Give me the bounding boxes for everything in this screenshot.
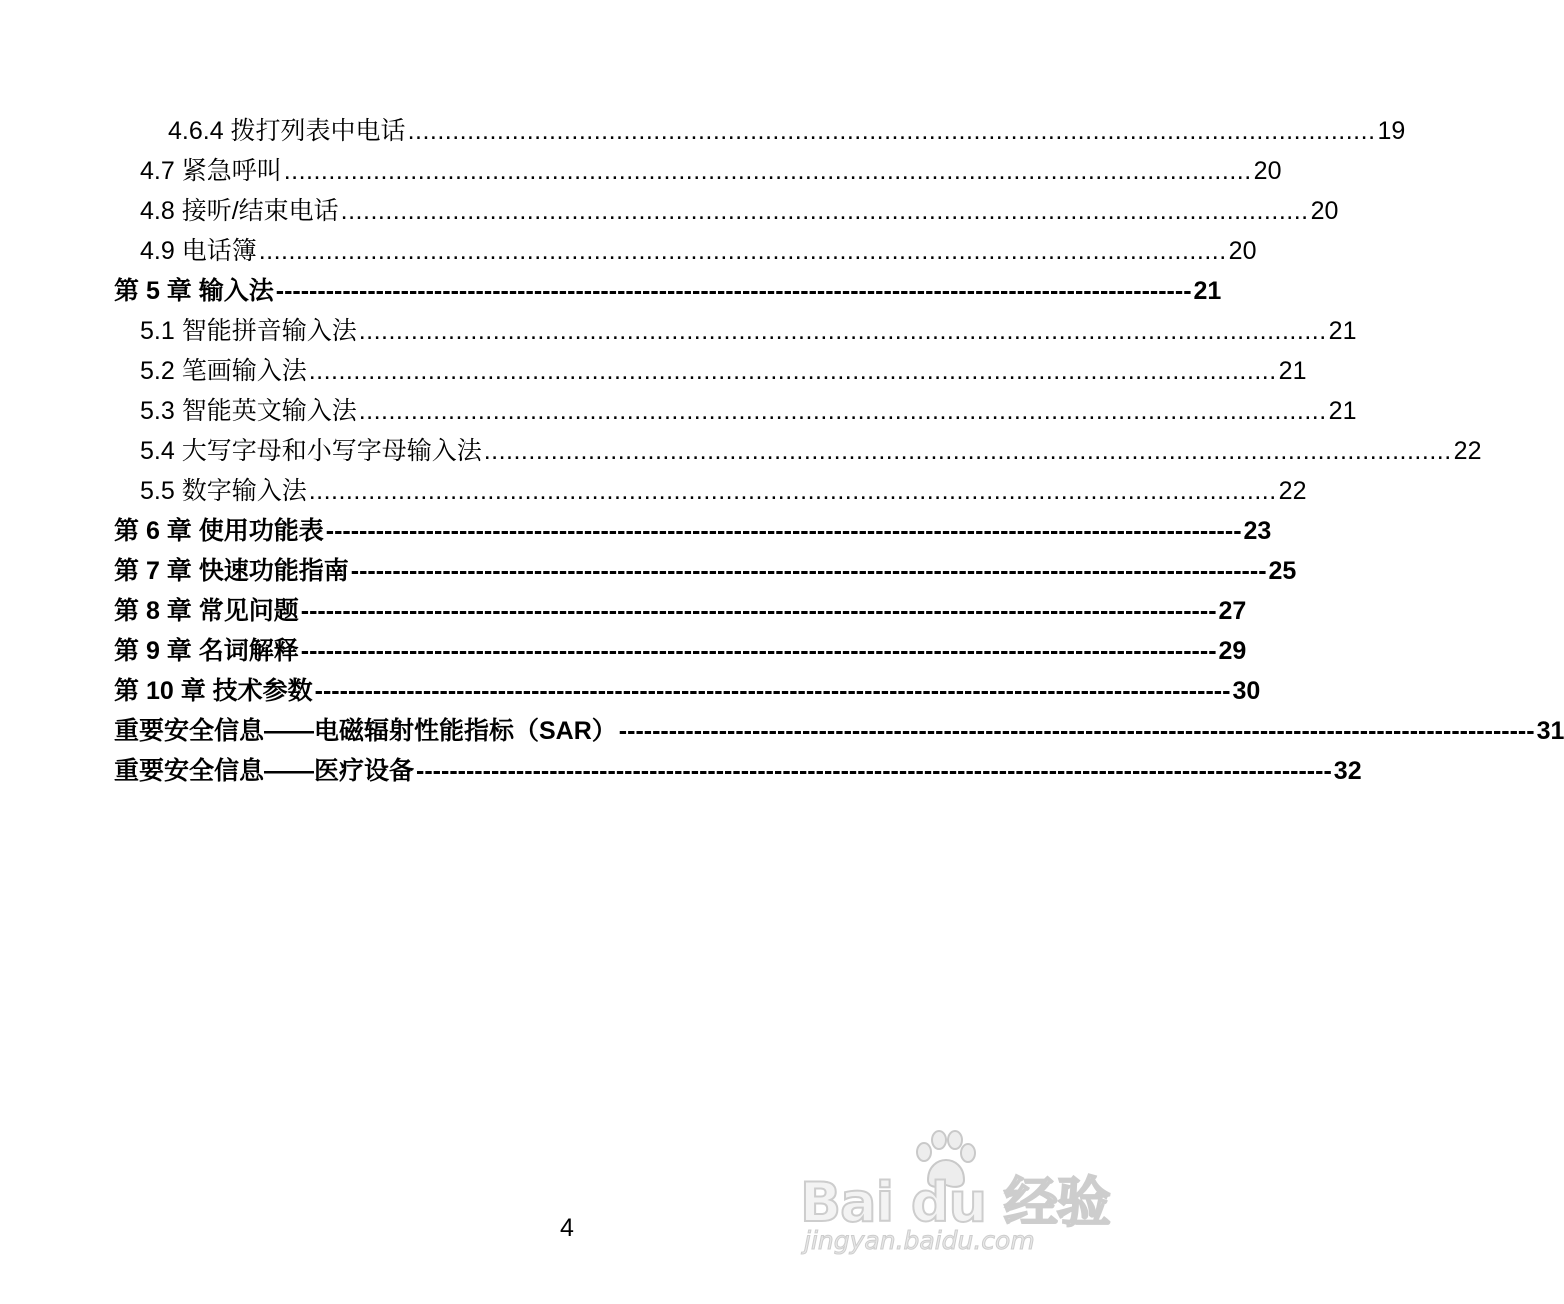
toc-entry-chapter-5[interactable] bbox=[114, 274, 1222, 308]
toc-entry-safety-sar[interactable] bbox=[114, 714, 1564, 748]
dot-leader: .................................................................................................................................. bbox=[483, 437, 1452, 465]
toc-entry-label: 4.8 接听/结束电话 bbox=[140, 197, 339, 225]
dot-leader: .................................................................................................................................. bbox=[258, 237, 1227, 265]
toc-entry-5-1[interactable] bbox=[140, 314, 1357, 348]
toc-entry-page: 21 bbox=[1193, 277, 1222, 305]
watermark-url: jingyan.baidu.com bbox=[804, 1226, 1035, 1255]
toc-entry-chapter-7[interactable] bbox=[114, 554, 1297, 588]
dot-leader: .................................................................................................................................. bbox=[283, 157, 1252, 185]
toc-entry-label: 第 6 章 使用功能表 bbox=[114, 517, 324, 545]
toc-entry-5-3[interactable] bbox=[140, 394, 1357, 428]
toc-entry-page: 20 bbox=[1253, 157, 1282, 185]
toc-entry-page: 21 bbox=[1328, 317, 1357, 345]
toc-entry-4-8[interactable] bbox=[140, 194, 1339, 228]
toc-entry-page: 29 bbox=[1218, 637, 1247, 665]
dash-leader: -------------------------------------------------------------------------------------------------------------- bbox=[325, 517, 1242, 545]
toc-entry-page: 19 bbox=[1377, 117, 1406, 145]
toc-entry-4-9[interactable] bbox=[140, 234, 1257, 268]
toc-entry-chapter-9[interactable] bbox=[114, 634, 1247, 668]
toc-entry-5-4[interactable] bbox=[140, 434, 1482, 468]
toc-entry-page: 25 bbox=[1268, 557, 1297, 585]
toc-entry-label: 第 8 章 常见问题 bbox=[114, 597, 299, 625]
toc-entry-page: 21 bbox=[1278, 357, 1307, 385]
toc-entry-page: 22 bbox=[1278, 477, 1307, 505]
toc-entry-chapter-10[interactable] bbox=[114, 674, 1261, 708]
toc-entry-page: 20 bbox=[1228, 237, 1257, 265]
toc-entry-page: 23 bbox=[1243, 517, 1272, 545]
toc-entry-label: 4.6.4 拨打列表中电话 bbox=[168, 117, 406, 145]
toc-entry-4-7[interactable] bbox=[140, 154, 1282, 188]
dash-leader: -------------------------------------------------------------------------------------------------------------- bbox=[314, 677, 1231, 705]
toc-entry-chapter-6[interactable] bbox=[114, 514, 1272, 548]
dash-leader: -------------------------------------------------------------------------------------------------------------- bbox=[618, 717, 1535, 745]
watermark-brand: Bai du 经验 bbox=[800, 1171, 1110, 1234]
toc-entry-label: 第 10 章 技术参数 bbox=[114, 677, 313, 705]
dot-leader: .................................................................................................................................. bbox=[308, 357, 1277, 385]
toc-entry-page: 21 bbox=[1328, 397, 1357, 425]
dot-leader: .................................................................................................................................. bbox=[308, 477, 1277, 505]
toc-entry-5-2[interactable] bbox=[140, 354, 1307, 388]
toc-entry-safety-medical[interactable] bbox=[114, 754, 1362, 788]
toc-entry-label: 重要安全信息——电磁辐射性能指标（SAR） bbox=[114, 717, 617, 745]
toc-entry-page: 27 bbox=[1218, 597, 1247, 625]
dot-leader: .................................................................................................................................. bbox=[358, 397, 1327, 425]
toc-entry-label: 5.2 笔画输入法 bbox=[140, 357, 307, 385]
toc-entry-label: 第 9 章 名词解释 bbox=[114, 637, 299, 665]
toc-entry-label: 重要安全信息——医疗设备 bbox=[114, 757, 415, 785]
page-number: 4 bbox=[560, 1214, 574, 1242]
toc-entry-label: 5.4 大写字母和小写字母输入法 bbox=[140, 437, 482, 465]
toc-entry-label: 4.7 紧急呼叫 bbox=[140, 157, 282, 185]
toc-entry-label: 第 5 章 输入法 bbox=[114, 277, 274, 305]
toc-entry-5-5[interactable] bbox=[140, 474, 1307, 508]
toc-entry-page: 22 bbox=[1453, 437, 1482, 465]
dash-leader: -------------------------------------------------------------------------------------------------------------- bbox=[350, 557, 1267, 585]
dash-leader: -------------------------------------------------------------------------------------------------------------- bbox=[416, 757, 1332, 785]
dot-leader: .................................................................................................................................. bbox=[358, 317, 1327, 345]
dot-leader: .................................................................................................................................. bbox=[340, 197, 1309, 225]
toc-entry-page: 32 bbox=[1333, 757, 1362, 785]
toc-entry-label: 5.5 数字输入法 bbox=[140, 477, 307, 505]
toc-entry-label: 4.9 电话簿 bbox=[140, 237, 257, 265]
dot-leader: .................................................................................................................................. bbox=[407, 117, 1376, 145]
toc-entry-label: 5.1 智能拼音输入法 bbox=[140, 317, 357, 345]
dash-leader: -------------------------------------------------------------------------------------------------------------- bbox=[300, 597, 1217, 625]
toc-entry-page: 30 bbox=[1232, 677, 1261, 705]
toc-entry-page: 20 bbox=[1310, 197, 1339, 225]
watermark bbox=[800, 1130, 1110, 1260]
toc-entry-4-6-4[interactable] bbox=[168, 114, 1406, 148]
dash-leader: -------------------------------------------------------------------------------------------------------------- bbox=[300, 637, 1217, 665]
toc-entry-page: 31 bbox=[1536, 717, 1564, 745]
toc-entry-label: 第 7 章 快速功能指南 bbox=[114, 557, 349, 585]
toc-entry-chapter-8[interactable] bbox=[114, 594, 1247, 628]
toc-entry-label: 5.3 智能英文输入法 bbox=[140, 397, 357, 425]
dash-leader: -------------------------------------------------------------------------------------------------------------- bbox=[275, 277, 1192, 305]
